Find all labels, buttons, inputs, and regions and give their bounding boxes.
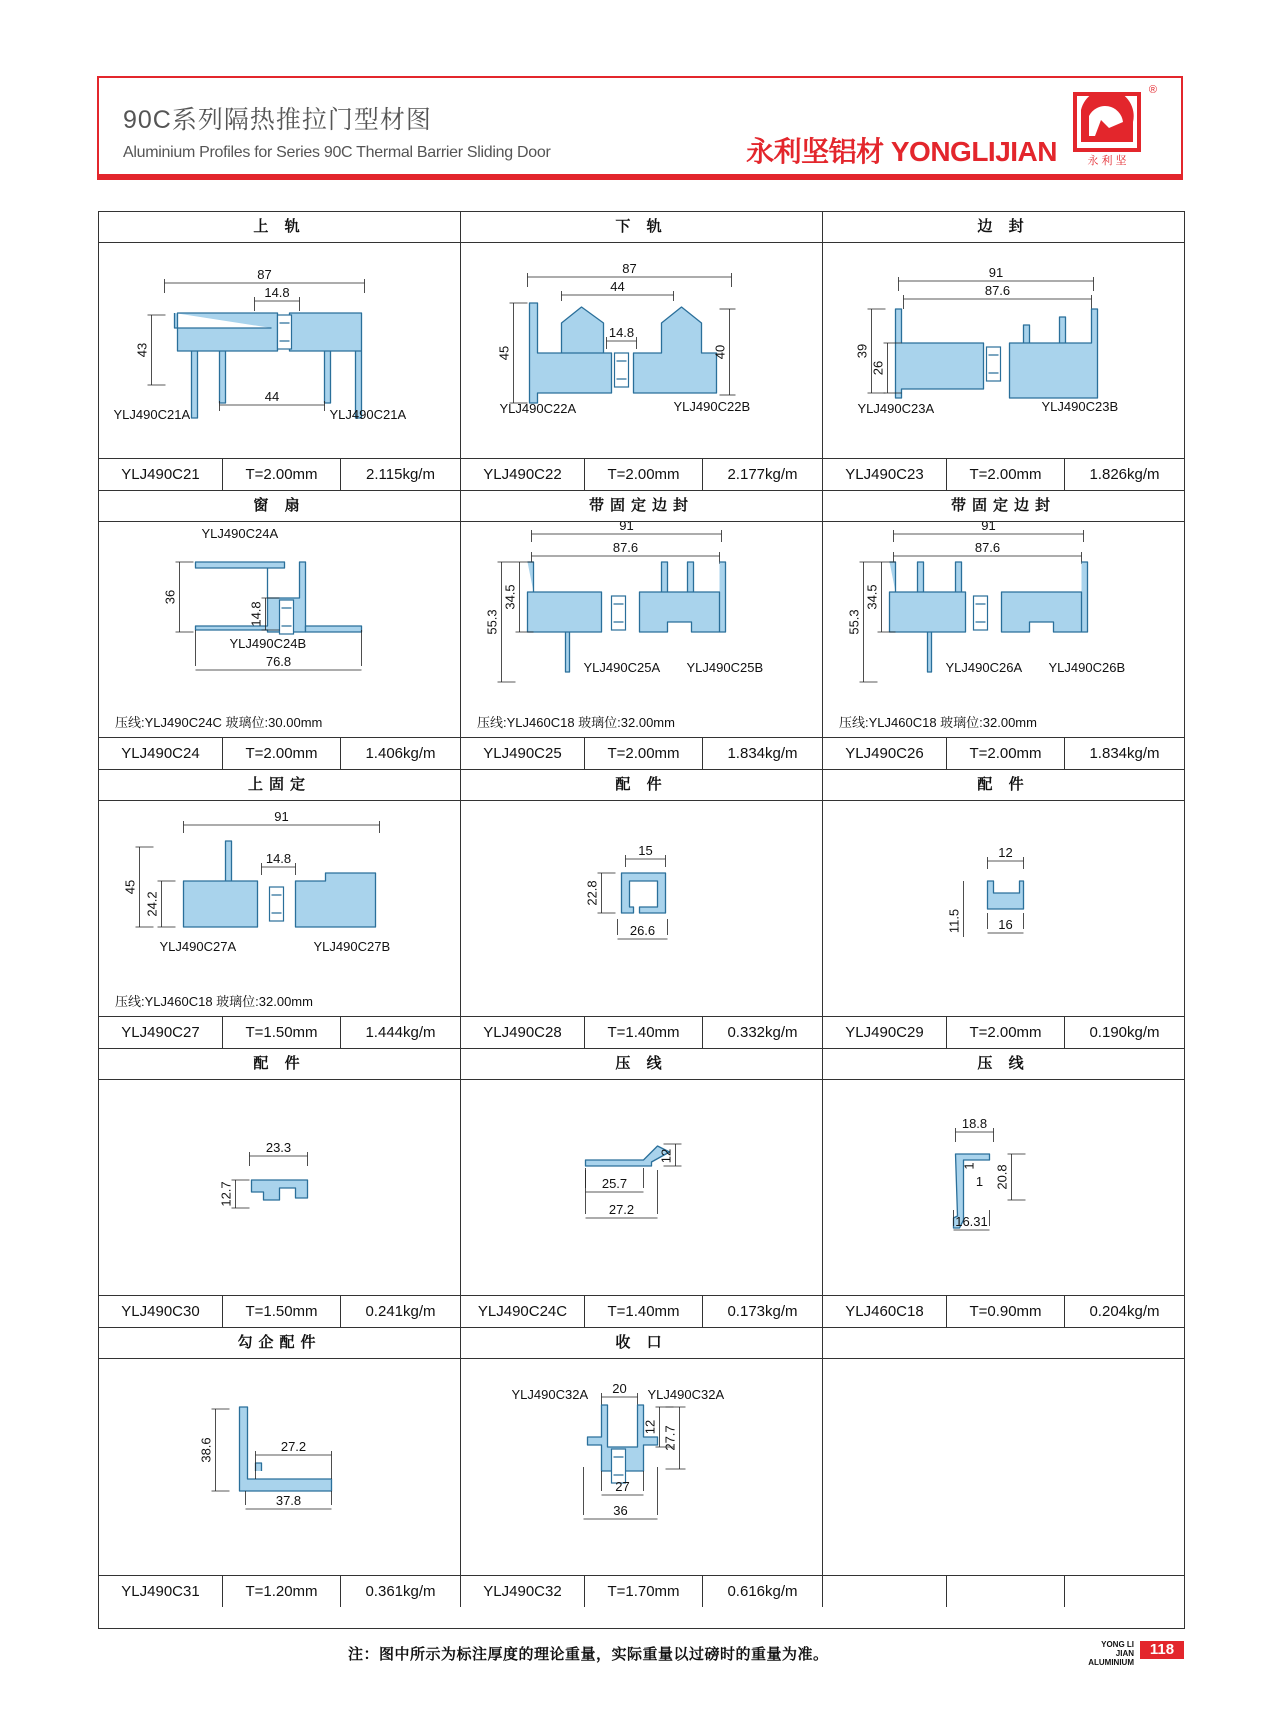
profile-shape xyxy=(640,562,726,632)
thermal-strip xyxy=(270,887,284,921)
footnote: 注：图中所示为标注厚度的理论重量，实际重量以过磅时的重量为准。 xyxy=(348,1646,829,1663)
glass-spec: 压线:YLJ460C18 玻璃位:32.00mm xyxy=(477,715,675,730)
profile-drawing xyxy=(461,801,822,1019)
profile-code: YLJ490C23 xyxy=(823,459,947,490)
dimension-text: 16.31 xyxy=(955,1214,988,1229)
dimension-text: 12 xyxy=(658,1148,674,1164)
profile-cell xyxy=(99,1328,461,1607)
profile-code: YLJ490C24C xyxy=(461,1296,585,1327)
dimension-text: 20.8 xyxy=(994,1164,1010,1190)
brand-name: 永利坚铝材 YONGLIJIAN xyxy=(746,136,1057,167)
part-label: YLJ490C27B xyxy=(313,939,391,954)
glass-spec: 压线:YLJ490C24C 玻璃位:30.00mm xyxy=(115,715,323,730)
profile-weight: 2.177kg/m xyxy=(727,466,798,483)
profile-code: YLJ490C32 xyxy=(461,1576,585,1607)
profile-weight: 2.115kg/m xyxy=(366,466,435,483)
part-label: YLJ490C25A xyxy=(583,660,661,675)
profile-drawing xyxy=(99,522,460,740)
logo-text: 永 利 坚 xyxy=(1087,155,1127,167)
part-label: YLJ490C23B xyxy=(1041,399,1119,414)
profile-code: YLJ490C25 xyxy=(461,738,585,769)
dimension-text: 26 xyxy=(870,360,886,376)
profile-cell xyxy=(461,491,823,770)
dimension-text: 37.8 xyxy=(275,1493,302,1508)
spec-row xyxy=(99,458,460,490)
thermal-strip xyxy=(612,1449,626,1483)
profile-shape xyxy=(988,881,1024,909)
profile-thickness: T=1.40mm xyxy=(585,1017,703,1048)
profile-code: YLJ490C30 xyxy=(99,1296,223,1327)
profile-weight: 1.834kg/m xyxy=(1089,745,1160,762)
part-label: YLJ490C21A xyxy=(329,407,407,422)
profile-shape xyxy=(175,313,278,418)
profile-drawing xyxy=(99,243,460,461)
dimension-text: 14.8 xyxy=(608,325,635,340)
profile-thickness: T=2.00mm xyxy=(585,738,703,769)
part-label: YLJ490C21A xyxy=(113,407,191,422)
cell-title: 上固定 xyxy=(99,770,460,801)
glass-spec: 压线:YLJ460C18 玻璃位:32.00mm xyxy=(839,715,1037,730)
profile-drawing xyxy=(99,801,460,1019)
thermal-strip xyxy=(280,600,294,634)
spec-row xyxy=(461,1575,822,1607)
dimension-text: 16 xyxy=(998,917,1013,932)
profile-cell xyxy=(461,1328,823,1607)
profile-drawing xyxy=(461,1080,822,1298)
profile-thickness: T=2.00mm xyxy=(223,459,341,490)
profile-cell xyxy=(99,770,461,1049)
dimension-text: 27.2 xyxy=(608,1202,635,1217)
title-cn: 90C系列隔热推拉门型材图 xyxy=(123,106,432,134)
profile-thickness: T=2.00mm xyxy=(947,459,1065,490)
page-header xyxy=(97,76,1183,180)
spec-row xyxy=(461,1295,822,1327)
dimension-text: 91 xyxy=(619,522,634,533)
profile-code xyxy=(823,1576,947,1607)
dimension-text: 91 xyxy=(981,522,996,533)
profile-code: YLJ490C31 xyxy=(99,1576,223,1607)
profile-drawing xyxy=(461,522,822,740)
profile-drawing xyxy=(461,1359,822,1577)
part-label: YLJ490C24B xyxy=(229,636,307,651)
dimension-text: 87.6 xyxy=(984,283,1011,298)
profile-cell xyxy=(461,1049,823,1328)
cell-title xyxy=(823,1328,1184,1359)
dimension-text: 1 xyxy=(975,1174,984,1189)
dimension-text: 87 xyxy=(622,261,637,276)
page-brand-line1: YONG LI JIAN xyxy=(1101,1640,1134,1658)
dimension-text: 26.6 xyxy=(629,923,656,938)
profile-drawing xyxy=(823,801,1184,1019)
profile-drawing xyxy=(823,522,1184,740)
spec-row xyxy=(99,1016,460,1048)
dimension-text: 76.8 xyxy=(265,654,292,669)
profile-shape xyxy=(896,309,984,398)
dimension-text: 36 xyxy=(162,589,178,605)
cell-title: 配 件 xyxy=(823,770,1184,801)
profile-shape xyxy=(586,1146,670,1166)
thermal-strip xyxy=(987,347,1001,381)
dimension-text: 45 xyxy=(122,879,138,895)
dimension-text: 55.3 xyxy=(846,609,862,635)
profile-weight: 0.616kg/m xyxy=(727,1583,798,1600)
dimension-text: 23.3 xyxy=(265,1140,292,1155)
profile-weight: 0.173kg/m xyxy=(727,1303,798,1320)
profile-cell xyxy=(461,212,823,491)
profile-thickness: T=1.20mm xyxy=(223,1576,341,1607)
dimension-text: 39 xyxy=(854,343,870,359)
page-number: 118 xyxy=(1140,1641,1184,1659)
part-label: YLJ490C32A xyxy=(511,1387,589,1402)
dimension-text: 24.2 xyxy=(144,891,160,917)
dimension-text: 27.7 xyxy=(662,1425,678,1451)
dimension-text: 40 xyxy=(712,344,728,360)
spec-row xyxy=(823,1295,1184,1327)
profile-weight: 0.332kg/m xyxy=(727,1024,798,1041)
spec-row xyxy=(823,737,1184,769)
title-en: Aluminium Profiles for Series 90C Thermal Barrier Sliding Door xyxy=(123,144,551,161)
profile-thickness: T=1.50mm xyxy=(223,1017,341,1048)
spec-row xyxy=(823,458,1184,490)
profile-thickness: T=0.90mm xyxy=(947,1296,1065,1327)
profile-weight xyxy=(1065,1576,1184,1607)
spec-row xyxy=(99,1295,460,1327)
dimension-text: 27.2 xyxy=(280,1439,307,1454)
dimension-text: 14.8 xyxy=(265,851,292,866)
profile-shape xyxy=(634,307,717,393)
dimension-text: 45 xyxy=(496,345,512,361)
cell-title: 勾企配件 xyxy=(99,1328,460,1359)
profile-weight: 1.826kg/m xyxy=(1089,466,1160,483)
profile-weight: 1.444kg/m xyxy=(365,1024,436,1041)
profile-cell xyxy=(461,770,823,1049)
dimension-text: 44 xyxy=(610,279,625,294)
profile-shape xyxy=(252,1180,308,1200)
profile-cell xyxy=(823,1328,1184,1607)
profile-code: YLJ490C24 xyxy=(99,738,223,769)
profile-weight: 0.204kg/m xyxy=(1089,1303,1160,1320)
page-brand-line2: ALUMINIUM xyxy=(1088,1658,1134,1667)
profile-code: YLJ460C18 xyxy=(823,1296,947,1327)
profile-shape xyxy=(622,873,666,913)
profile-code: YLJ490C27 xyxy=(99,1017,223,1048)
cell-title: 压 线 xyxy=(823,1049,1184,1080)
dimension-text: 91 xyxy=(988,265,1004,280)
cell-title: 压 线 xyxy=(461,1049,822,1080)
profile-drawing xyxy=(823,1080,1184,1298)
dimension-text: 87.6 xyxy=(974,540,1001,555)
dimension-text: 38.6 xyxy=(198,1437,214,1463)
dimension-text: 14.8 xyxy=(248,601,264,627)
dimension-text: 27 xyxy=(615,1479,630,1494)
profile-cell xyxy=(823,491,1184,770)
profile-shape xyxy=(528,562,602,672)
profile-weight: 0.241kg/m xyxy=(365,1303,436,1320)
dimension-text: 15 xyxy=(638,843,653,858)
part-label: YLJ490C22A xyxy=(499,401,577,416)
dimension-text: 12 xyxy=(998,845,1013,860)
profile-shape xyxy=(1010,309,1098,398)
profile-drawing xyxy=(99,1359,460,1577)
dimension-text: 1 xyxy=(961,1162,977,1170)
dimension-text: 87.6 xyxy=(612,540,639,555)
registered-mark: ® xyxy=(1148,84,1157,96)
cell-title: 收 口 xyxy=(461,1328,822,1359)
thermal-strip xyxy=(278,315,292,349)
dimension-text: 22.8 xyxy=(584,880,600,906)
profile-cell xyxy=(99,491,461,770)
profile-weight: 0.361kg/m xyxy=(365,1583,436,1600)
profile-drawing xyxy=(823,243,1184,461)
dimension-text: 12 xyxy=(642,1419,658,1435)
dimension-text: 14.8 xyxy=(264,285,290,300)
profile-shape xyxy=(530,303,612,403)
profile-cell xyxy=(823,1049,1184,1328)
profile-code: YLJ490C22 xyxy=(461,459,585,490)
profile-code: YLJ490C21 xyxy=(99,459,223,490)
spec-row xyxy=(461,1016,822,1048)
dimension-text: 55.3 xyxy=(484,609,500,635)
dimension-text: 44 xyxy=(264,389,280,404)
thermal-strip xyxy=(615,353,629,387)
profile-thickness xyxy=(947,1576,1065,1607)
part-label: YLJ490C24A xyxy=(201,526,279,541)
profile-weight: 1.406kg/m xyxy=(365,745,436,762)
profile-sheet xyxy=(98,211,1185,1629)
profile-code: YLJ490C28 xyxy=(461,1017,585,1048)
cell-title: 边 封 xyxy=(823,212,1184,243)
thermal-strip xyxy=(612,596,626,630)
dimension-text: 20 xyxy=(612,1381,627,1396)
dimension-text: 36 xyxy=(613,1503,628,1518)
dimension-text: 34.5 xyxy=(864,584,880,610)
part-label: YLJ490C26A xyxy=(945,660,1023,675)
dimension-text: 34.5 xyxy=(502,584,518,610)
profile-cell xyxy=(99,212,461,491)
spec-row xyxy=(461,737,822,769)
cell-title: 下 轨 xyxy=(461,212,822,243)
profile-shape xyxy=(1002,562,1088,632)
profile-shape xyxy=(290,313,362,418)
profile-code: YLJ490C26 xyxy=(823,738,947,769)
spec-row xyxy=(823,1016,1184,1048)
profile-drawing xyxy=(99,1080,460,1298)
part-label: YLJ490C23A xyxy=(857,401,935,416)
profile-drawing xyxy=(461,243,822,461)
cell-title: 带固定边封 xyxy=(823,491,1184,522)
profile-thickness: T=2.00mm xyxy=(223,738,341,769)
profile-thickness: T=1.40mm xyxy=(585,1296,703,1327)
dimension-text: 43 xyxy=(134,342,150,358)
dimension-text: 11.5 xyxy=(946,908,962,934)
spec-row xyxy=(461,458,822,490)
part-label: YLJ490C22B xyxy=(673,399,751,414)
thermal-strip xyxy=(974,596,988,630)
spec-row xyxy=(823,1575,1184,1607)
profile-drawing xyxy=(823,1359,1184,1577)
profile-shape xyxy=(184,841,258,927)
cell-title: 上 轨 xyxy=(99,212,460,243)
part-label: YLJ490C26B xyxy=(1048,660,1126,675)
dimension-text: 87 xyxy=(257,267,272,282)
page-brand xyxy=(1081,1640,1134,1667)
dimension-text: 25.7 xyxy=(601,1176,628,1191)
profile-thickness: T=1.50mm xyxy=(223,1296,341,1327)
profile-weight: 0.190kg/m xyxy=(1089,1024,1160,1041)
dimension-text: 12.7 xyxy=(218,1181,234,1207)
glass-spec: 压线:YLJ460C18 玻璃位:32.00mm xyxy=(115,994,313,1009)
profile-thickness: T=2.00mm xyxy=(947,1017,1065,1048)
part-label: YLJ490C32A xyxy=(647,1387,725,1402)
profile-code: YLJ490C29 xyxy=(823,1017,947,1048)
spec-row xyxy=(99,1575,460,1607)
part-label: YLJ490C27A xyxy=(159,939,237,954)
profile-cell xyxy=(99,1049,461,1328)
dimension-text: 91 xyxy=(274,809,289,824)
cell-title: 带固定边封 xyxy=(461,491,822,522)
dimension-text: 18.8 xyxy=(961,1116,988,1131)
profile-shape xyxy=(306,626,362,632)
profile-thickness: T=2.00mm xyxy=(947,738,1065,769)
brand-logo-icon xyxy=(1069,92,1145,168)
cell-title: 配 件 xyxy=(99,1049,460,1080)
profile-shape xyxy=(890,562,966,672)
profile-thickness: T=1.70mm xyxy=(585,1576,703,1607)
profile-weight: 1.834kg/m xyxy=(727,745,798,762)
profile-shape xyxy=(296,873,376,927)
profile-cell xyxy=(823,770,1184,1049)
part-label: YLJ490C25B xyxy=(686,660,764,675)
cell-title: 配 件 xyxy=(461,770,822,801)
profile-cell xyxy=(823,212,1184,491)
profile-thickness: T=2.00mm xyxy=(585,459,703,490)
spec-row xyxy=(99,737,460,769)
cell-title: 窗 扇 xyxy=(99,491,460,522)
